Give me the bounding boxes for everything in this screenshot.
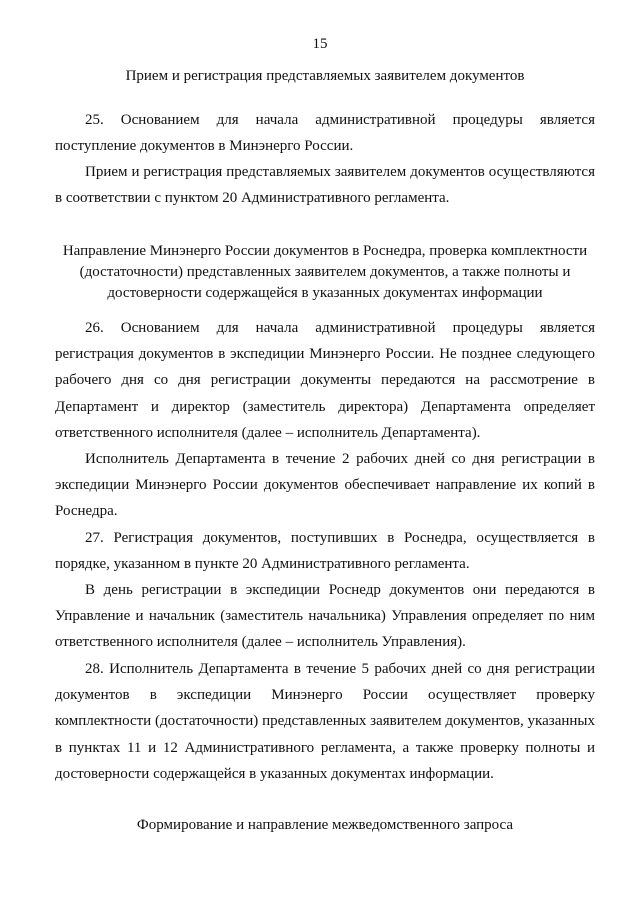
section-heading-referral: Направление Минэнерго России документов в Роснедра, проверка комплектности (достаточности) представленных заявителем документов, а также полноты и достоверности содержащейся в указанных документах информации (62, 243, 588, 301)
paragraph-28-verification: 28. Исполнитель Департамента в течение 5 рабочих дней со дня регистрации документов в экспедиции Минэнерго России осуществляет проверку комплектности (достаточности) представленных заявителем документов, указанных в пунктах 11 и 12 Административного регламента, а также проверку полноты и достоверности содержащейся в указанных документах информации. (55, 661, 595, 782)
paragraph-27-assignment: В день регистрации в экспедиции Роснедр документов они передаются в Управление и начальник (заместитель начальника) Управления определяет по ним ответственного исполнителя (далее – исполнитель Управления). (55, 582, 595, 651)
paragraph-25-reception: Прием и регистрация представляемых заявителем документов осуществляются в соответствии с пунктом 20 Административного регламента. (55, 164, 595, 207)
page-number: 15 (312, 36, 328, 52)
paragraph-25-basis: 25. Основанием для начала административной процедуры является поступление документов в Минэнерго России. (55, 112, 595, 155)
section-heading-reception: Прием и регистрация представляемых заявителем документов (125, 68, 525, 84)
paragraph-27-registration: 27. Регистрация документов, поступивших в Роснедра, осуществляется в порядке, указанном в пункте 20 Административного регламента. (55, 530, 595, 573)
paragraph-26-copies: Исполнитель Департамента в течение 2 рабочих дней со дня регистрации в экспедиции Минэнерго России документов обеспечивает направление их копий в Роснедра. (55, 451, 595, 520)
paragraph-26-basis: 26. Основанием для начала административной процедуры является регистрация документов в экспедиции Минэнерго России. Не позднее следующего рабочего дня со дня регистрации документы передаются на рассмотрение в Департамент и директор (заместитель директора) Департамента определяет ответственного исполнителя (далее – исполнитель Департамента). (55, 320, 595, 441)
section-heading-interagency-request: Формирование и направление межведомственного запроса (136, 817, 514, 833)
